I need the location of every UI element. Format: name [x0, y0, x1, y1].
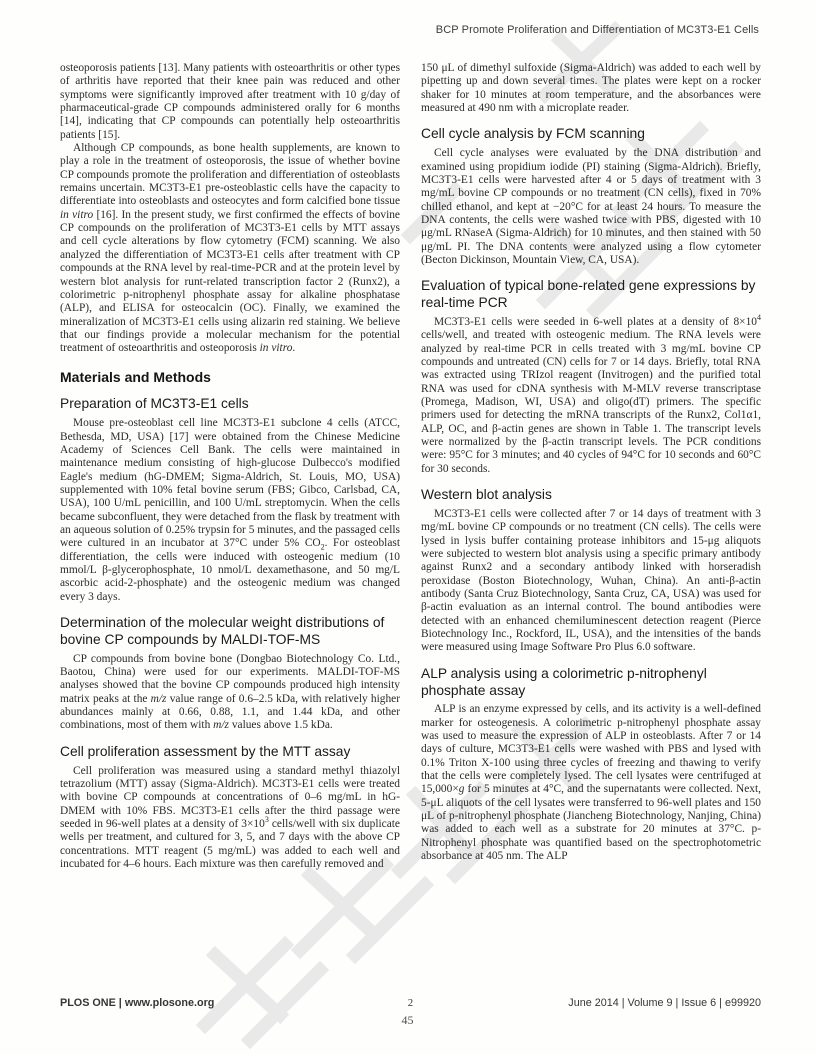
paragraph: MC3T3-E1 cells were collected after 7 or 14 days of treatment with 3 mg/mL bovine CP compounds or no treatment (CN cells). The cells were lysed in lysis buffer containing protease inhibitors and 15-μg aliquots were subjected to western blot analysis using a specific primary antibody against Runx2 and a secondary antibody linked with horseradish peroxidase (Boston Biotechnology, Wuhan, China). An anti-β-actin antibody (Santa Cruz Biotechnology, Santa Cruz, CA, USA) was used for β-actin evaluation as an internal control. The bound antibodies were detected with an enhanced chemiluminescent detection reagent (Pierce Biotechnology Inc., Rockford, IL, USA), and the intensities of the bands were measured using Image Software Pro Plus 6.0 software. [421, 507, 761, 654]
footer-issue-info: June 2014 | Volume 9 | Issue 6 | e99920 [568, 997, 761, 1009]
running-header-title: BCP Promote Proliferation and Differentiation of MC3T3-E1 Cells [435, 24, 759, 36]
subsection-heading-cell-cycle-fcm: Cell cycle analysis by FCM scanning [421, 126, 645, 142]
paragraph: osteoporosis patients [13]. Many patients with osteoarthritis or other types of arthritis have reported that their knee pain was reduced and other symptoms were significantly improved after treatment with 10 g/day of pharmaceutical-grade CP compounds administered orally for 6 months [14], indicating that CP compounds can potentially help osteoarthritis patients [15]. [60, 62, 400, 141]
subsection-heading-maldi-tof-ms: Determination of the molecular weight distributions of bovine CP compounds by MALDI-TOF-MS [60, 615, 385, 647]
section-heading-materials-and-methods: Materials and Methods [60, 368, 211, 385]
secondary-page-number: 45 [401, 1013, 414, 1027]
paragraph: 150 μL of dimethyl sulfoxide (Sigma-Aldrich) was added to each well by pipetting up and down several times. The plates were kept on a rocker shaker for 10 minutes at room temperature, and the absorbances were measured at 490 nm with a microplate reader. [421, 62, 761, 115]
subsection-heading-western-blot: Western blot analysis [421, 487, 552, 503]
footer-journal-name: PLOS ONE | www.plosone.org [60, 997, 215, 1009]
left-column [60, 62, 400, 968]
paragraph: CP compounds from bovine bone (Dongbao Biotechnology Co. Ltd., Baotou, China) were used for our experiments. MALDI-TOF-MS analyses showed that the bovine CP compounds produced high intensity matrix peaks at the m/z value range of 0.6–2.5 kDa, with relatively higher abundances mainly at 0.66, 0.88, 1.1, and 1.44 kDa, and other combinations, most of them with m/z values above 1.5 kDa. [60, 652, 400, 732]
right-column [421, 62, 761, 968]
paragraph: MC3T3-E1 cells were seeded in 6-well plates at a density of $8\times 10^4$ cells/well, and treated with osteogenic medium. The RNA levels were analyzed by real-time PCR in cells treated with 3 mg/mL bovine CP compounds and untreated (CN) cells for 7 or 14 days. Briefly, total RNA was extracted using TRIzol reagent (Invitrogen) and the purified total RNA was used for cDNA synthesis with M-MLV reverse transcriptase (Promega, Madison, WI, USA) and oligo(dT) primers. The specific primers used for detecting the mRNA transcripts of the Runx2, Col1α1, ALP, OC, and β-actin genes are shown in Table 1. The transcript levels were normalized by the β-actin transcript levels. The PCR conditions were: 95°C for 3 minutes; and 40 cycles of 94°C for 10 seconds and 60°C for 30 seconds. [421, 313, 761, 475]
paragraph: Mouse pre-osteoblast cell line MC3T3-E1 subclone 4 cells (ATCC, Bethesda, MD, USA) [17] were obtained from the Chinese Medicine Academy of Sciences Cell Bank. The cells were maintained in maintenance medium consisting of high-glucose Dulbecco's modified Eagle's medium (hG-DMEM; Sigma-Aldrich, St. Louis, MO, USA) supplemented with 10% fetal bovine serum (FBS; Gibco, Carlsbad, CA, USA), 100 U/mL penicillin, and 100 U/mL streptomycin. When the cells became subconfluent, they were detached from the flask by treatment with an aqueous solution of 0.25% trypsin for 5 minutes, and the passaged cells were cultured in an incubator at 37°C under 5% $CO_2$. For osteoblast differentiation, the cells were induced with osteogenic medium (10 mmol/L β-glycerophosphate, 10 nmol/L dexamethasone, and 50 mg/L ascorbic acid-2-phosphate) and the osteogenic medium was changed every 3 days. [60, 417, 400, 603]
paragraph: Although CP compounds, as bone health supplements, are known to play a role in the treatment of osteoporosis, the issue of whether bovine CP compounds promote the proliferation and differentiation of osteoblasts remains uncertain. MC3T3-E1 pre-osteoblastic cells have the capacity to differentiate into osteoblasts and osteocytes and form calcified bone tissue in vitro [16]. In the present study, we first confirmed the effects of bovine CP compounds on the proliferation of MC3T3-E1 cells by MTT assays and cell cycle alterations by flow cytometry (FCM) scanning. We also analyzed the differentiation of MC3T3-E1 cells after treatment with CP compounds at the RNA level by real-time-PCR and at the protein level by western blot analysis for runt-related transcription factor 2 (Runx2), a colorimetric p-nitrophenyl phosphate assay for alkaline phosphatase (ALP), and ELISA for osteocalcin (OC). Finally, we examined the mineralization of MC3T3-E1 cells using alizarin red staining. We believe that our findings provide a molecular mechanism for the potential treatment of osteoarthritis and osteoporosis in vitro. [60, 142, 400, 355]
paragraph: Cell proliferation was measured using a standard methyl thiazolyl tetrazolium (MTT) assay (Sigma-Aldrich). MC3T3-E1 cells were treated with bovine CP compounds at concentrations of 0–6 mg/mL in hG-DMEM with 10% FBS. MC3T3-E1 cells after the third passage were seeded in 96-well plates at a density of $3\times 10^3$ cells/well with six duplicate wells per treatment, and cultured for 3, 5, and 7 days with the above CP concentrations. MTT reagent (5 mg/mL) was added to each well and incubated for 4–6 hours. Each mixture was then carefully removed and [60, 764, 400, 870]
paragraph: ALP is an enzyme expressed by cells, and its activity is a well-defined marker for osteogenesis. A colorimetric p-nitrophenyl phosphate assay was used to measure the expression of ALP in osteoblasts. After 7 or 14 days of culture, MC3T3-E1 cells were washed with PBS and lysed with 0.1% Triton X-100 using three cycles of freezing and thawing to verify that the cells were completely lysed. The cell lysates were centrifuged at 15,000×g for 5 minutes at 4°C, and the supernatants were collected. Next, 5-μL aliquots of the cell lysates were transferred to 96-well plates and 150 μL of p-nitrophenyl phosphate (Jiancheng Biotechnology, Nanjing, China) was added to each well as a substrate for 20 minutes at 37°C. p-Nitrophenyl phosphate was quantified based on the spectrophotometric absorbance at 405 nm. The ALP [421, 703, 761, 863]
subsection-heading-mtt-assay: Cell proliferation assessment by the MTT assay [60, 743, 351, 759]
article-body [60, 62, 761, 968]
paragraph: Cell cycle analyses were evaluated by the DNA distribution and examined using propidium iodide (PI) staining (Sigma-Aldrich). Briefly, MC3T3-E1 cells were harvested after 4 or 5 days of treatment with 3 mg/mL bovine CP compounds or no treatment (CN cells), fixed in 70% chilled ethanol, and kept at −20°C for at least 24 hours. To measure the DNA contents, the cells were washed twice with PBS, digested with 10 μg/mL RNaseA (Sigma-Aldrich) for 10 minutes, and then stained with 50 μg/mL PI. The DNA contents were analyzed using a flow cytometer (Becton Dickinson, Mountain View, CA, USA). [421, 147, 761, 266]
footer-page-number: 2 [407, 997, 414, 1009]
subsection-heading-preparation: Preparation of MC3T3-E1 cells [60, 396, 249, 412]
subsection-heading-real-time-pcr: Evaluation of typical bone-related gene expressions by real-time PCR [421, 278, 756, 311]
subsection-heading-alp-assay: ALP analysis using a colorimetric p-nitrophenyl phosphate assay [421, 665, 707, 698]
